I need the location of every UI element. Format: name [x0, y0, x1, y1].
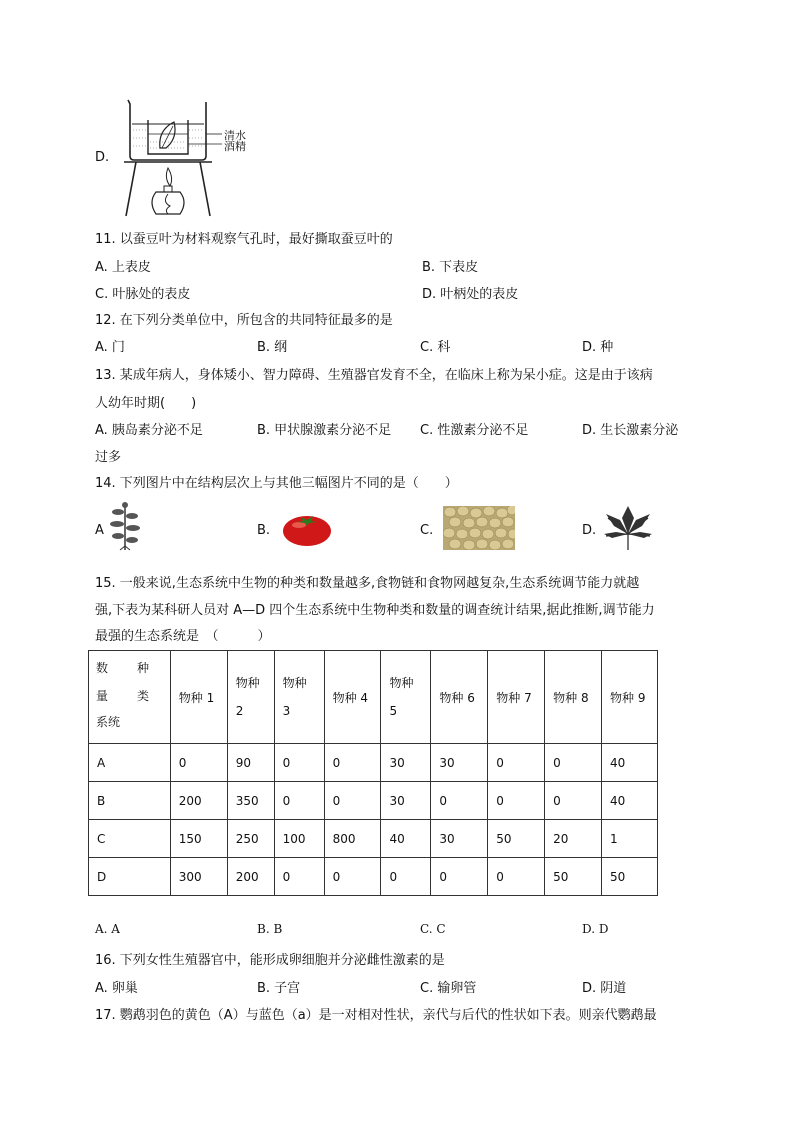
table-cell: 800 [324, 820, 381, 858]
table-cell: 200 [170, 782, 227, 820]
table-cell: 30 [431, 744, 488, 782]
table-cell: 0 [431, 782, 488, 820]
q11-stem: 11. 以蚕豆叶为材料观察气孔时，最好撕取蚕豆叶的 [95, 232, 393, 247]
soybeans-icon [443, 506, 515, 550]
corner-text: 量 [96, 689, 109, 703]
table-cell: 0 [488, 744, 545, 782]
species-header: 物种 2 [227, 651, 274, 744]
q13-option-a[interactable]: A. 胰岛素分泌不足 [95, 423, 203, 438]
q14-option-a-label[interactable]: A [95, 523, 104, 538]
q13-stem-line1: 13. 某成年病人，身体矮小、智力障碍、生殖器官发育不全，在临床上称为呆小症。这是由于该病 [95, 368, 653, 383]
table-cell: 0 [274, 744, 324, 782]
q12-option-d[interactable]: D. 种 [582, 340, 614, 355]
table-row [89, 858, 658, 896]
table-cell: 200 [227, 858, 274, 896]
q14-stem: 14. 下列图片中在结构层次上与其他三幅图片不同的是（ ） [95, 476, 458, 491]
corner-text: 种 [137, 661, 150, 675]
table-cell: 300 [170, 858, 227, 896]
species-header: 物种 6 [431, 651, 488, 744]
q11-option-c[interactable]: C. 叶脉处的表皮 [95, 287, 191, 302]
q12-stem: 12. 在下列分类单位中，所包含的共同特征最多的是 [95, 313, 393, 328]
q16-option-c[interactable]: C. 输卵管 [420, 981, 477, 996]
table-cell: 40 [381, 820, 431, 858]
table-cell: 0 [274, 858, 324, 896]
table-cell: 40 [602, 782, 658, 820]
corner-text: 类 [137, 689, 150, 703]
corner-text: 数 [96, 661, 109, 675]
table-cell: 0 [324, 858, 381, 896]
q17-stem: 17. 鹦鹉羽色的黄色（A）与蓝色（a）是一对相对性状，亲代与后代的性状如下表。则亲代鹦鹉最 [95, 1008, 657, 1023]
q16-option-d[interactable]: D. 阴道 [582, 981, 627, 996]
beaker-apparatus-figure [118, 98, 258, 218]
q15-option-b[interactable]: B. B [257, 922, 283, 936]
table-cell: 0 [545, 782, 602, 820]
species-header: 物种 3 [274, 651, 324, 744]
q16-option-b[interactable]: B. 子宫 [257, 981, 301, 996]
table-cell: 0 [170, 744, 227, 782]
table-row [89, 782, 658, 820]
q10-option-d-label: D. [95, 150, 110, 165]
species-header: 物种 8 [545, 651, 602, 744]
row-name: D [89, 858, 171, 896]
q11-option-d[interactable]: D. 叶柄处的表皮 [422, 287, 519, 302]
figure-label-water: 清水 [224, 130, 246, 142]
species-header: 物种 1 [170, 651, 227, 744]
plant-icon [108, 500, 142, 552]
row-name: C [89, 820, 171, 858]
row-name: A [89, 744, 171, 782]
row-name: B [89, 782, 171, 820]
table-cell: 20 [545, 820, 602, 858]
q13-option-b[interactable]: B. 甲状腺激素分泌不足 [257, 423, 392, 438]
table-cell: 90 [227, 744, 274, 782]
q12-option-c[interactable]: C. 科 [420, 340, 451, 355]
species-header: 物种 5 [381, 651, 431, 744]
leaf-icon [602, 504, 654, 552]
table-cell: 0 [545, 744, 602, 782]
corner-text: 系统 [96, 715, 121, 729]
table-cell: 40 [602, 744, 658, 782]
table-cell: 50 [602, 858, 658, 896]
table-cell: 30 [381, 744, 431, 782]
figure-label-alcohol: 酒精 [224, 141, 246, 153]
q12-option-a[interactable]: A. 门 [95, 340, 125, 355]
q13-stem-line2: 人幼年时期( ) [95, 396, 197, 411]
table-cell: 30 [381, 782, 431, 820]
q11-option-a[interactable]: A. 上表皮 [95, 260, 151, 275]
species-header: 物种 9 [602, 651, 658, 744]
table-cell: 350 [227, 782, 274, 820]
q13-option-c[interactable]: C. 性激素分泌不足 [420, 423, 529, 438]
q12-option-b[interactable]: B. 纲 [257, 340, 288, 355]
q11-option-b[interactable]: B. 下表皮 [422, 260, 479, 275]
q15-option-a[interactable]: A. A [95, 922, 120, 936]
tomato-icon [281, 510, 333, 548]
table-corner-header [89, 651, 171, 744]
q14-option-b-label[interactable]: B. [257, 523, 271, 538]
table-cell: 0 [431, 858, 488, 896]
table-row [89, 744, 658, 782]
table-cell: 250 [227, 820, 274, 858]
q15-option-c[interactable]: C. C [420, 922, 446, 936]
table-cell: 0 [274, 782, 324, 820]
q15-option-d[interactable]: D. D [582, 922, 609, 936]
species-header: 物种 4 [324, 651, 381, 744]
table-cell: 0 [324, 782, 381, 820]
table-cell: 100 [274, 820, 324, 858]
q15-stem-line1: 15. 一般来说,生态系统中生物的种类和数量越多,食物链和食物网越复杂,生态系统调节能力就越 [95, 576, 640, 591]
table-cell: 150 [170, 820, 227, 858]
table-row [89, 820, 658, 858]
table-cell: 50 [545, 858, 602, 896]
table-cell: 50 [488, 820, 545, 858]
q13-option-d[interactable]: D. 生长激素分泌 [582, 423, 679, 438]
table-cell: 0 [488, 782, 545, 820]
q13-option-d-continued: 过多 [95, 450, 122, 465]
q14-option-c-label[interactable]: C. [420, 523, 434, 538]
species-count-table [88, 650, 658, 896]
q15-stem-line2: 强,下表为某科研人员对 A—D 四个生态系统中生物种类和数量的调查统计结果,据此推断,调节能力 [95, 603, 655, 618]
q16-stem: 16. 下列女性生殖器官中，能形成卵细胞并分泌雌性激素的是 [95, 953, 445, 968]
table-cell: 0 [324, 744, 381, 782]
q15-stem-line3: 最强的生态系统是 （ ） [95, 629, 271, 644]
table-cell: 1 [602, 820, 658, 858]
table-cell: 30 [431, 820, 488, 858]
q16-option-a[interactable]: A. 卵巢 [95, 981, 138, 996]
species-header: 物种 7 [488, 651, 545, 744]
table-cell: 0 [381, 858, 431, 896]
table-cell: 0 [488, 858, 545, 896]
q14-option-d-label[interactable]: D. [582, 523, 597, 538]
